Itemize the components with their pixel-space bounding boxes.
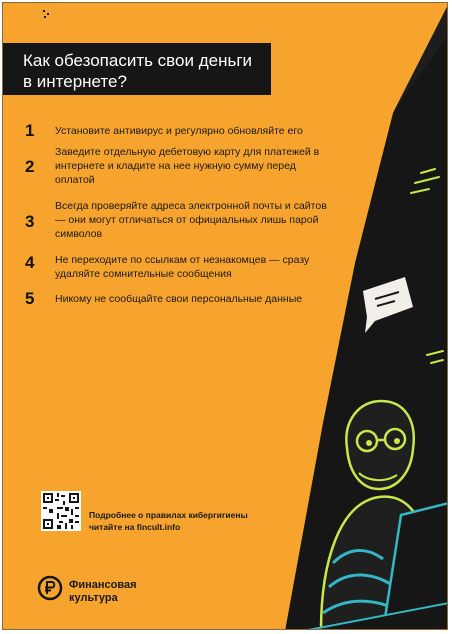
- brand-name-line-1: Финансовая: [69, 579, 137, 591]
- tip-number: 3: [25, 212, 35, 231]
- page-title: [3, 43, 271, 95]
- tip-text: Заведите отдельную дебетовую карту для платежей в интернете и кладите на нее нужную сумму перед оплатой: [55, 146, 320, 186]
- more-info-text: [89, 509, 279, 533]
- tip-text: Всегда проверяйте адреса электронной почты и сайтов — они могут отличаться от официальных лишь парой символов: [55, 200, 327, 240]
- tip-number: 4: [25, 253, 35, 272]
- tip-number: 2: [25, 157, 35, 176]
- tip-text: Установите антивирус и регулярно обновляйте его: [55, 125, 303, 137]
- qr-code-icon[interactable]: [41, 491, 81, 531]
- title-line-1: Как обезопасить свои деньги: [23, 51, 253, 70]
- hacker-illustration: [3, 3, 448, 630]
- brand-logo: [69, 579, 137, 605]
- tip-text: Не переходите по ссылкам от незнакомцев — сразу удаляйте сомнительные сообщения: [55, 254, 310, 280]
- more-info-line-1: Подробнее о правилах кибергигиены: [89, 510, 248, 520]
- more-info-link[interactable]: читайте на fincult.info: [89, 522, 181, 532]
- tip-number: 1: [25, 121, 35, 140]
- brand-name-line-2: культура: [69, 592, 118, 604]
- poster: [2, 2, 448, 630]
- tip-text: Никому не сообщайте свои персональные данные: [55, 293, 303, 305]
- tip-number: 5: [25, 289, 35, 308]
- title-line-2: в интернете?: [23, 72, 127, 91]
- small-ornament-icon: [41, 7, 51, 19]
- ruble-logo-icon: [37, 575, 63, 601]
